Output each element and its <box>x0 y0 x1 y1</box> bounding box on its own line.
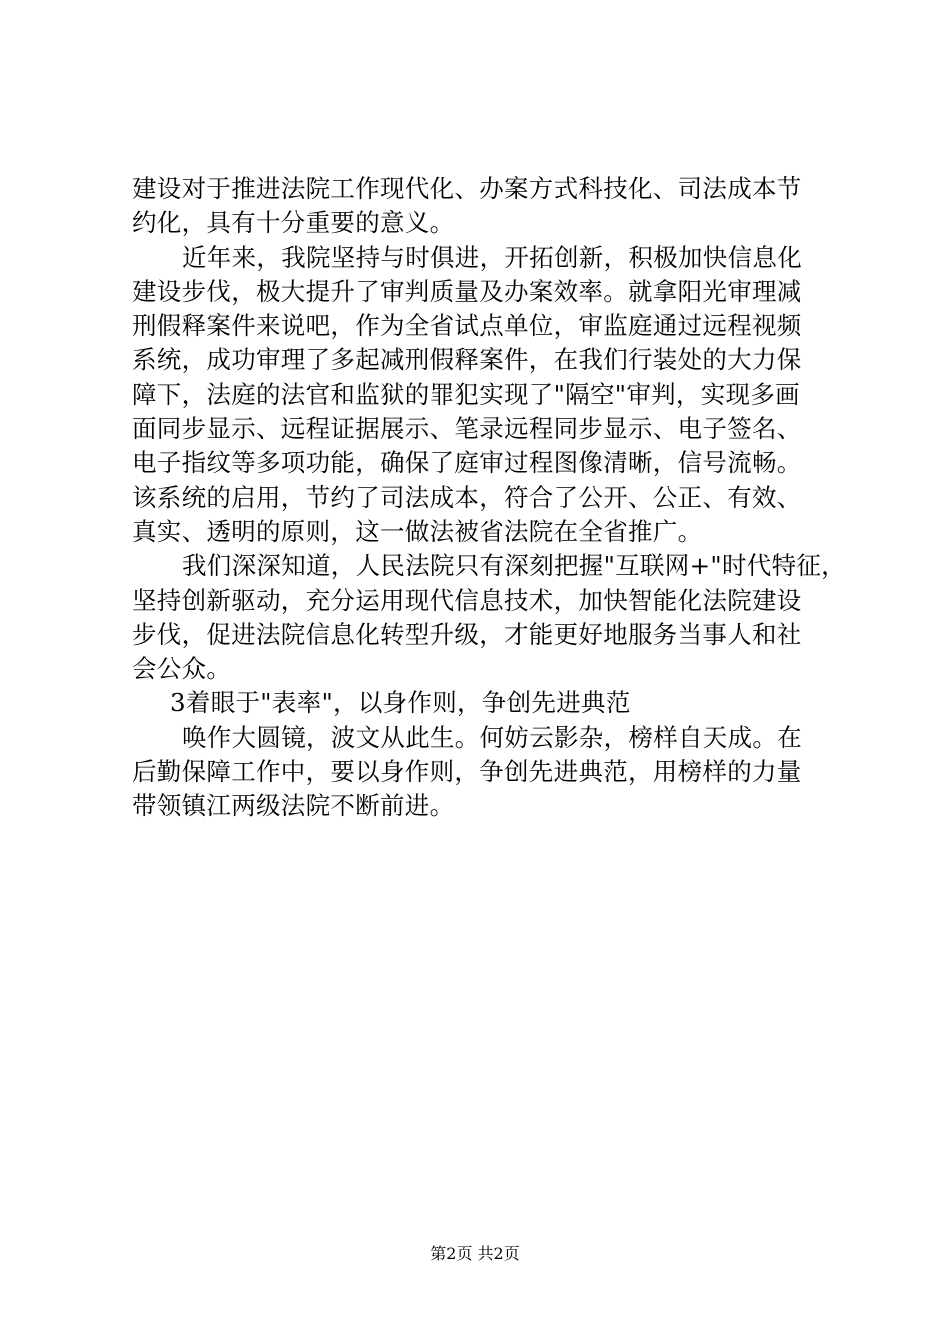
paragraph-first-line: 唤作大圆镜，波文从此生。何妨云影杂，榜样自天成。在 <box>182 722 802 752</box>
text-line: 建设步伐，极大提升了审判质量及办案效率。就拿阳光审理减 <box>132 276 802 306</box>
text-line: 真实、透明的原则，这一做法被省法院在全省推广。 <box>132 516 703 546</box>
text-line: 系统，成功审理了多起减刑假释案件，在我们行装处的大力保 <box>132 345 802 375</box>
text-line: 坚持创新驱动，充分运用现代信息技术，加快智能化法院建设 <box>132 585 802 615</box>
text-line: 带领镇江两级法院不断前进。 <box>132 791 455 821</box>
text-line: 后勤保障工作中，要以身作则，争创先进典范，用榜样的力量 <box>132 757 802 787</box>
text-line: 步伐，促进法院信息化转型升级，才能更好地服务当事人和社 <box>132 619 802 649</box>
text-line: 障下，法庭的法官和监狱的罪犯实现了"隔空"审判，实现多画 <box>132 379 800 409</box>
section-heading: 3着眼于"表率"，以身作则，争创先进典范 <box>170 688 631 718</box>
text-line: 会公众。 <box>132 654 232 684</box>
text-line: 建设对于推进法院工作现代化、办案方式科技化、司法成本节 <box>132 174 802 203</box>
text-line: 约化，具有十分重要的意义。 <box>132 208 455 238</box>
text-line: 面同步显示、远程证据展示、笔录远程同步显示、电子签名、 <box>132 414 802 444</box>
text-line: 电子指纹等多项功能，确保了庭审过程图像清晰，信号流畅。 <box>132 448 802 478</box>
page-number-footer: 第2页 共2页 <box>430 1244 520 1263</box>
text-line: 该系统的启用，节约了司法成本，符合了公开、公正、有效、 <box>132 482 802 512</box>
text-line: 刑假释案件来说吧，作为全省试点单位，审监庭通过远程视频 <box>132 311 802 341</box>
paragraph-first-line: 我们深深知道，人民法院只有深刻把握"互联网+"时代特征， <box>182 551 846 581</box>
paragraph-first-line: 近年来，我院坚持与时俱进，开拓创新，积极加快信息化 <box>182 242 802 272</box>
document-body <box>132 172 846 824</box>
